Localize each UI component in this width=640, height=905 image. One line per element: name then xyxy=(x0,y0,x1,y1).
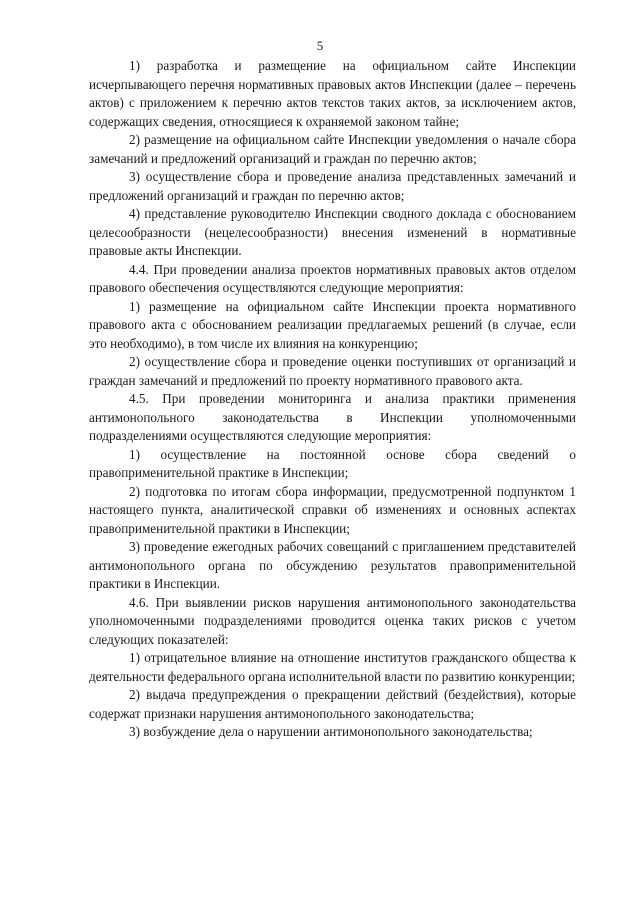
paragraph-list-item: 1) размещение на официальном сайте Инспекции проекта нормативного правового акта с обоснованием реализации предлагаемых решений (в случае, если это необходимо), в том числе их влияния на конкуренцию; xyxy=(89,298,576,351)
paragraph-list-item: 2) размещение на официальном сайте Инспекции уведомления о начале сбора замечаний и предложений организаций и граждан по перечню актов; xyxy=(89,132,576,166)
paragraph-list-item: 1) разработка и размещение на официальном сайте Инспекции исчерпывающего перечня нормативных правовых актов Инспекции (далее – перечень актов) с приложением к перечню актов текстов таких актов, за исключением актов, содержащих сведения, относящиеся к охраняемой законом тайне; xyxy=(89,58,576,129)
paragraph-list-item: 4) представление руководителю Инспекции сводного доклада с обоснованием целесообразности (нецелесообразности) внесения изменений в нормативные правовые акты Инспекции. xyxy=(89,206,576,258)
page-number: 5 xyxy=(316,38,324,53)
paragraph-list-item: 3) осуществление сбора и проведение анализа представленных замечаний и предложений организаций и граждан по перечню актов; xyxy=(89,169,576,203)
paragraph-section-4-5: 4.5. При проведении мониторинга и анализа практики применения антимонопольного законодательства в Инспекции уполномоченными подразделениями осуществляются следующие мероприятия: xyxy=(89,391,576,443)
document-body xyxy=(89,57,576,742)
paragraph-list-item: 1) отрицательное влияние на отношение институтов гражданского общества к деятельности федерального органа исполнительной власти по развитию конкуренции; xyxy=(89,650,576,684)
paragraph-list-item: 2) выдача предупреждения о прекращении действий (бездействия), которые содержат признаки нарушения антимонопольного законодательства; xyxy=(89,687,576,721)
paragraph-section-4-4: 4.4. При проведении анализа проектов нормативных правовых актов отделом правового обеспечения осуществляются следующие мероприятия: xyxy=(89,261,576,295)
paragraph-list-item: 3) проведение ежегодных рабочих совещаний с приглашением представителей антимонопольного органа по обсуждению результатов правоприменительной практики в Инспекции. xyxy=(89,539,576,591)
paragraph-list-item: 2) осуществление сбора и проведение оценки поступивших от организаций и граждан замечаний и предложений по проекту нормативного правового акта. xyxy=(89,354,576,388)
paragraph-list-item: 3) возбуждение дела о нарушении антимонопольного законодательства; xyxy=(129,724,533,739)
paragraph-list-item: 1) осуществление на постоянной основе сбора сведений о правоприменительной практике в Инспекции; xyxy=(89,446,576,480)
paragraph-list-item: 2) подготовка по итогам сбора информации, предусмотренной подпунктом 1 настоящего пункта, аналитической справки об изменениях и основных аспектах правоприменительной практики в Инспекции; xyxy=(89,483,576,536)
paragraph-section-4-6: 4.6. При выявлении рисков нарушения антимонопольного законодательства уполномоченными подразделениями проводится оценка таких рисков с учетом следующих показателей: xyxy=(89,594,576,647)
